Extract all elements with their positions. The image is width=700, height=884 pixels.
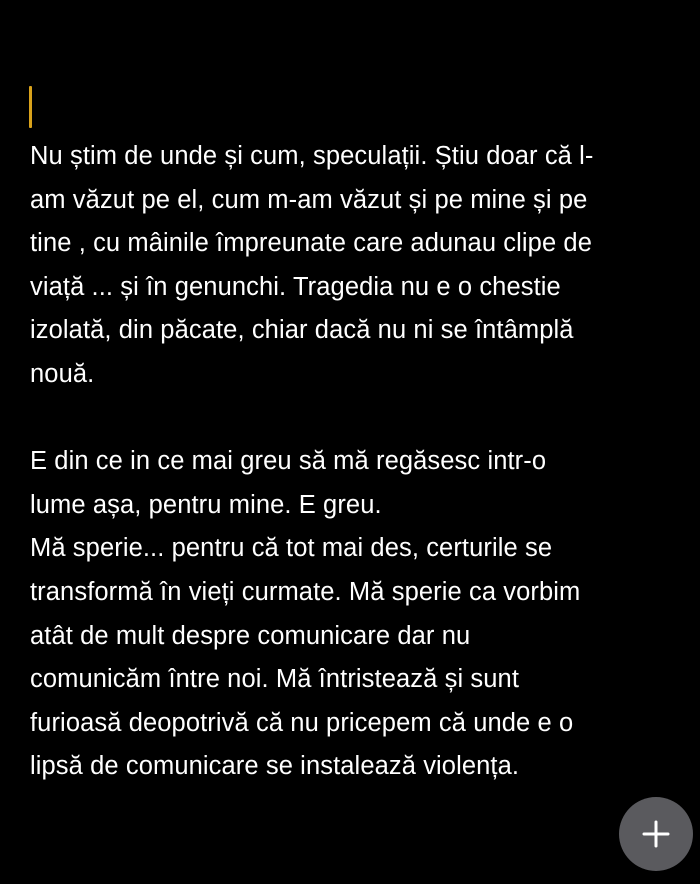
text-line: Mă sperie... pentru că tot mai des, certurile se — [30, 534, 553, 563]
text-line: transformă în vieți curmate. Mă sperie ca vorbim — [30, 577, 581, 606]
text-caret — [29, 86, 32, 128]
add-button[interactable] — [619, 797, 693, 871]
text-line: lipsă de comunicare se instalează violența. — [30, 752, 520, 781]
text-line: am văzut pe el, cum m-am văzut și pe mine și pe — [30, 185, 588, 214]
text-line: izolată, din păcate, chiar dacă nu ni se întâmplă — [30, 316, 574, 345]
text-line: furioasă deopotrivă că nu pricepem că unde e o — [30, 708, 574, 737]
text-line: nouă. — [30, 359, 95, 388]
plus-icon — [641, 819, 671, 849]
text-line: E din ce in ce mai greu să mă regăsesc intr-o — [30, 447, 547, 476]
text-line: viață ... și în genunchi. Tragedia nu e o chestie — [30, 272, 561, 301]
text-line: tine , cu mâinile împreunate care adunau clipe de — [30, 229, 592, 258]
text-line: lume așa, pentru mine. E greu. — [30, 490, 382, 519]
text-line: Nu știm de unde și cum, speculații. Știu doar că l- — [30, 142, 594, 170]
note-text[interactable] — [30, 135, 680, 789]
text-line: comunicăm între noi. Mă întristează și sunt — [30, 665, 519, 694]
paragraph-spacer — [30, 397, 680, 441]
text-line: atât de mult despre comunicare dar nu — [30, 621, 471, 650]
